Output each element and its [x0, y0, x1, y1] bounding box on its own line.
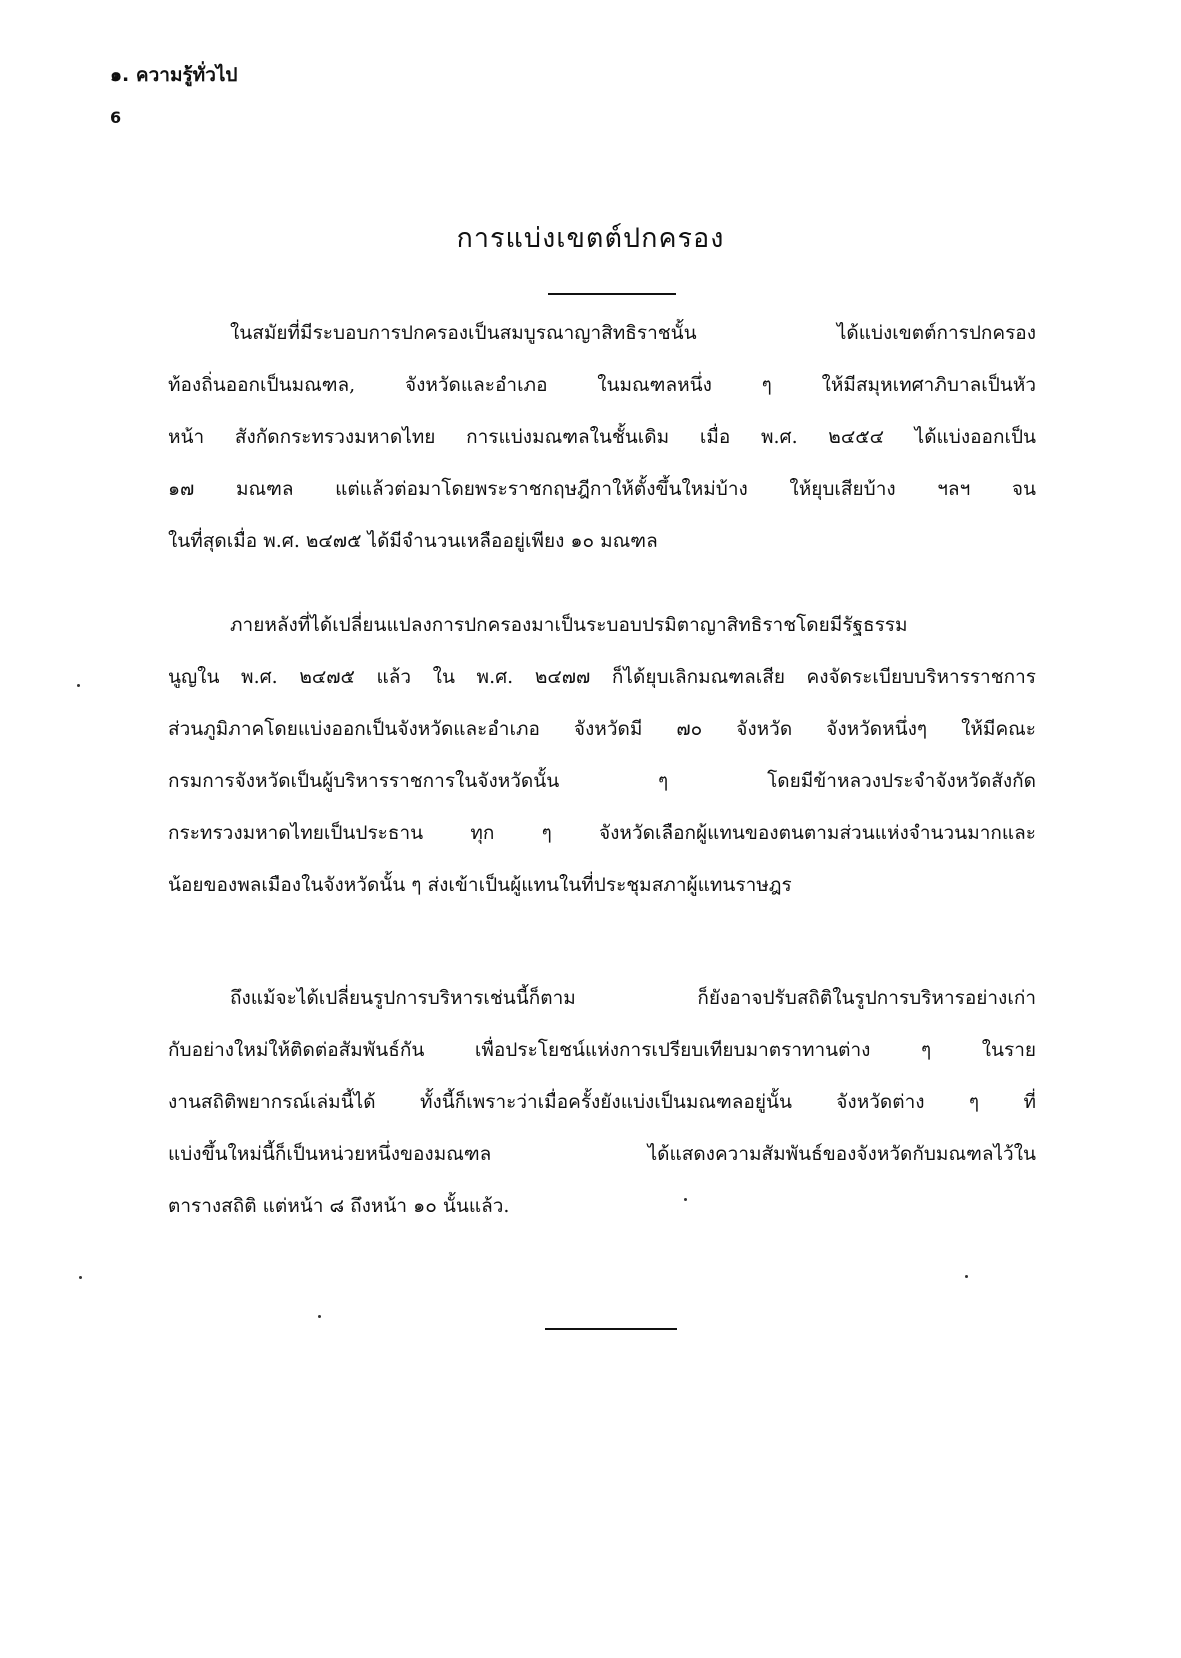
- paragraph-line: กระทรวงมหาดไทยเป็นประธาน ทุก ๆ จังหวัดเลือกผู้แทนของตนตามส่วนแห่งจำนวนมากและ: [168, 822, 1036, 844]
- paragraph-line: นูญใน พ.ศ. ๒๔๗๕ แล้ว ใน พ.ศ. ๒๔๗๗ ก็ได้ยุบเลิกมณฑลเสีย คงจัดระเบียบบริหารราชการ: [168, 666, 1036, 688]
- paragraph-line: ถึงแม้จะได้เปลี่ยนรูปการบริหารเช่นนี้ก็ตาม ก็ยังอาจปรับสถิติในรูปการบริหารอย่างเก่า: [230, 987, 1036, 1009]
- paragraph-line: ภายหลังที่ได้เปลี่ยนแปลงการปกครองมาเป็นระบอบปรมิตาญาสิทธิราชโดยมีรัฐธรรม: [230, 614, 908, 636]
- scan-speck: [684, 1198, 687, 1201]
- paragraph-line: น้อยของพลเมืองในจังหวัดนั้น ๆ ส่งเข้าเป็นผู้แทนในที่ประชุมสภาผู้แทนราษฎร: [168, 874, 792, 896]
- scan-speck: [318, 1315, 321, 1318]
- scan-speck: [77, 684, 80, 687]
- paragraph-line: แบ่งขึ้นใหม่นี้ก็เป็นหน่วยหนึ่งของมณฑล ได้แสดงความสัมพันธ์ของจังหวัดกับมณฑลไว้ใน: [168, 1143, 1036, 1165]
- paragraph-line: หน้า สังกัดกระทรวงมหาดไทย การแบ่งมณฑลในชั้นเดิม เมื่อ พ.ศ. ๒๔๕๔ ได้แบ่งออกเป็น: [168, 426, 1036, 448]
- paragraph-line: ส่วนภูมิภาคโดยแบ่งออกเป็นจังหวัดและอำเภอ จังหวัดมี ๗๐ จังหวัด จังหวัดหนึ่งๆ ให้มีคณะ: [168, 718, 1036, 740]
- paragraph-line: กรมการจังหวัดเป็นผู้บริหารราชการในจังหวัดนั้น ๆ โดยมีข้าหลวงประจำจังหวัดสังกัด: [168, 770, 1036, 792]
- scan-speck: [965, 1275, 968, 1278]
- paragraph-line: ในที่สุดเมื่อ พ.ศ. ๒๔๗๕ ได้มีจำนวนเหลืออยู่เพียง ๑๐ มณฑล: [168, 530, 658, 552]
- paragraph-line: ท้องถิ่นออกเป็นมณฑล, จังหวัดและอำเภอ ในมณฑลหนึ่ง ๆ ให้มีสมุหเทศาภิบาลเป็นหัว: [168, 374, 1036, 396]
- paragraph-line: งานสถิติพยากรณ์เล่มนี้ได้ ทั้งนี้ก็เพราะว่าเมื่อครั้งยังแบ่งเป็นมณฑลอยู่นั้น จังหวัดต่าง ๆ ที่: [168, 1091, 1036, 1113]
- scan-speck: [79, 1276, 82, 1279]
- paragraph-line: ในสมัยที่มีระบอบการปกครองเป็นสมบูรณาญาสิทธิราชนั้น ได้แบ่งเขตต์การปกครอง: [230, 322, 1036, 344]
- title-divider: [548, 293, 676, 295]
- paragraph-line: กับอย่างใหม่ให้ติดต่อสัมพันธ์กัน เพื่อประโยชน์แห่งการเปรียบเทียบมาตราทานต่าง ๆ ในราย: [168, 1039, 1036, 1061]
- document-title: การแบ่งเขตต์ปกครอง: [456, 223, 725, 254]
- closing-divider: [545, 1328, 677, 1330]
- paragraph-line: ๑๗ มณฑล แต่แล้วต่อมาโดยพระราชกฤษฎีกาให้ตั้งขึ้นใหม่บ้าง ให้ยุบเสียบ้าง ฯลฯ จน: [168, 478, 1036, 500]
- page-number: 6: [110, 108, 122, 127]
- paragraph-line: ตารางสถิติ แต่หน้า ๘ ถึงหน้า ๑๐ นั้นแล้ว.: [168, 1195, 510, 1217]
- section-header: ๑. ความรู้ทั่วไป: [110, 64, 238, 86]
